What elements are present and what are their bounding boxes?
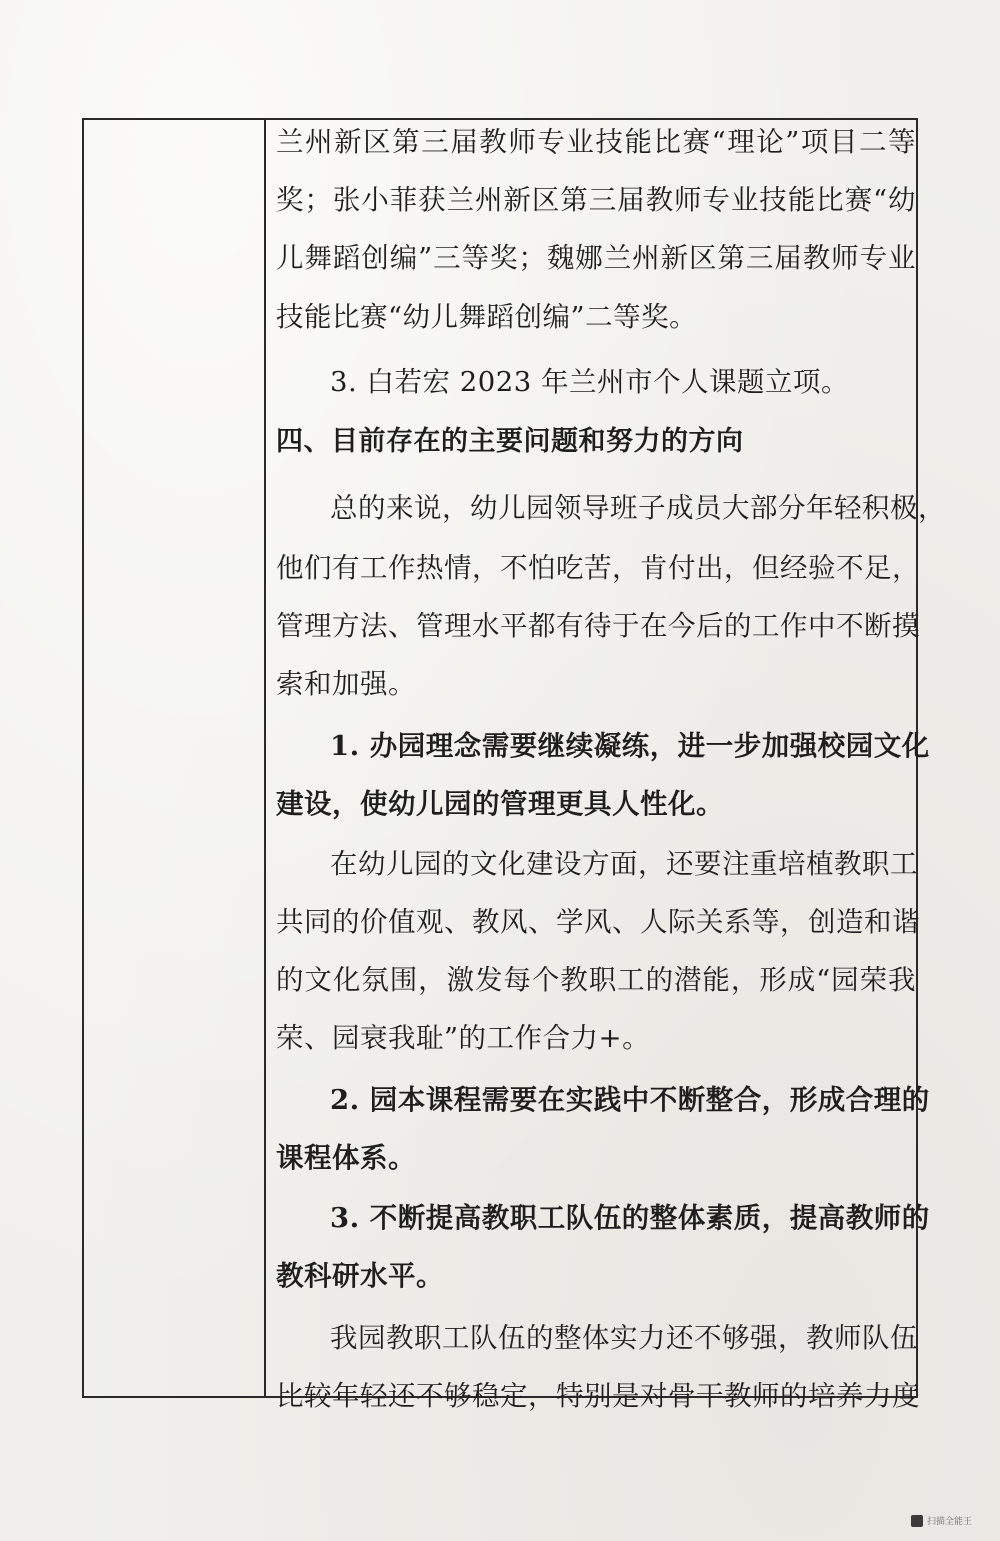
bold-item: 教科研水平。 <box>276 1260 444 1292</box>
table-left-column <box>84 120 266 1396</box>
section-heading: 四、目前存在的主要问题和努力的方向 <box>276 426 744 457</box>
bold-item: 1. 办园理念需要继续凝练，进一步加强校园文化 <box>330 730 930 762</box>
text-line: 奖；张小菲获兰州新区第三届教师专业技能比赛“幼 <box>276 184 916 216</box>
text-line: 的文化氛围，激发每个教职工的潜能，形成“园荣我 <box>276 964 916 996</box>
watermark-text: 扫描全能王 <box>926 1517 972 1527</box>
text-line: 总的来说，幼儿园领导班子成员大部分年轻积极， <box>330 492 946 524</box>
bold-item: 3. 不断提高教职工队伍的整体素质，提高教师的 <box>330 1202 930 1234</box>
bold-item: 课程体系。 <box>276 1142 416 1174</box>
text-line: 他们有工作热情，不怕吃苦，肯付出，但经验不足， <box>276 552 920 584</box>
text-line: 在幼儿园的文化建设方面，还要注重培植教职工 <box>330 848 918 880</box>
text-line: 儿舞蹈创编”三等奖；魏娜兰州新区第三届教师专业 <box>276 242 916 274</box>
text-line: 索和加强。 <box>276 668 416 700</box>
scanner-logo-icon <box>911 1515 923 1527</box>
bold-item: 2. 园本课程需要在实践中不断整合，形成合理的 <box>330 1084 930 1116</box>
text-line: 共同的价值观、教风、学风、人际关系等，创造和谐 <box>276 906 920 938</box>
text-line: 管理方法、管理水平都有待于在今后的工作中不断摸 <box>276 610 920 642</box>
bold-item: 建设，使幼儿园的管理更具人性化。 <box>276 788 724 820</box>
text-line: 兰州新区第三届教师专业技能比赛“理论”项目二等 <box>276 126 916 158</box>
text-line: 我园教职工队伍的整体实力还不够强，教师队伍 <box>330 1322 918 1354</box>
text-line: 3. 白若宏 2023 年兰州市个人课题立项。 <box>330 366 849 398</box>
text-line: 技能比赛“幼儿舞蹈创编”二等奖。 <box>276 301 698 333</box>
scanner-watermark <box>911 1514 972 1527</box>
text-line: 荣、园衰我耻”的工作合力+。 <box>276 1022 651 1054</box>
text-line: 比较年轻还不够稳定，特别是对骨干教师的培养力度 <box>276 1380 920 1412</box>
